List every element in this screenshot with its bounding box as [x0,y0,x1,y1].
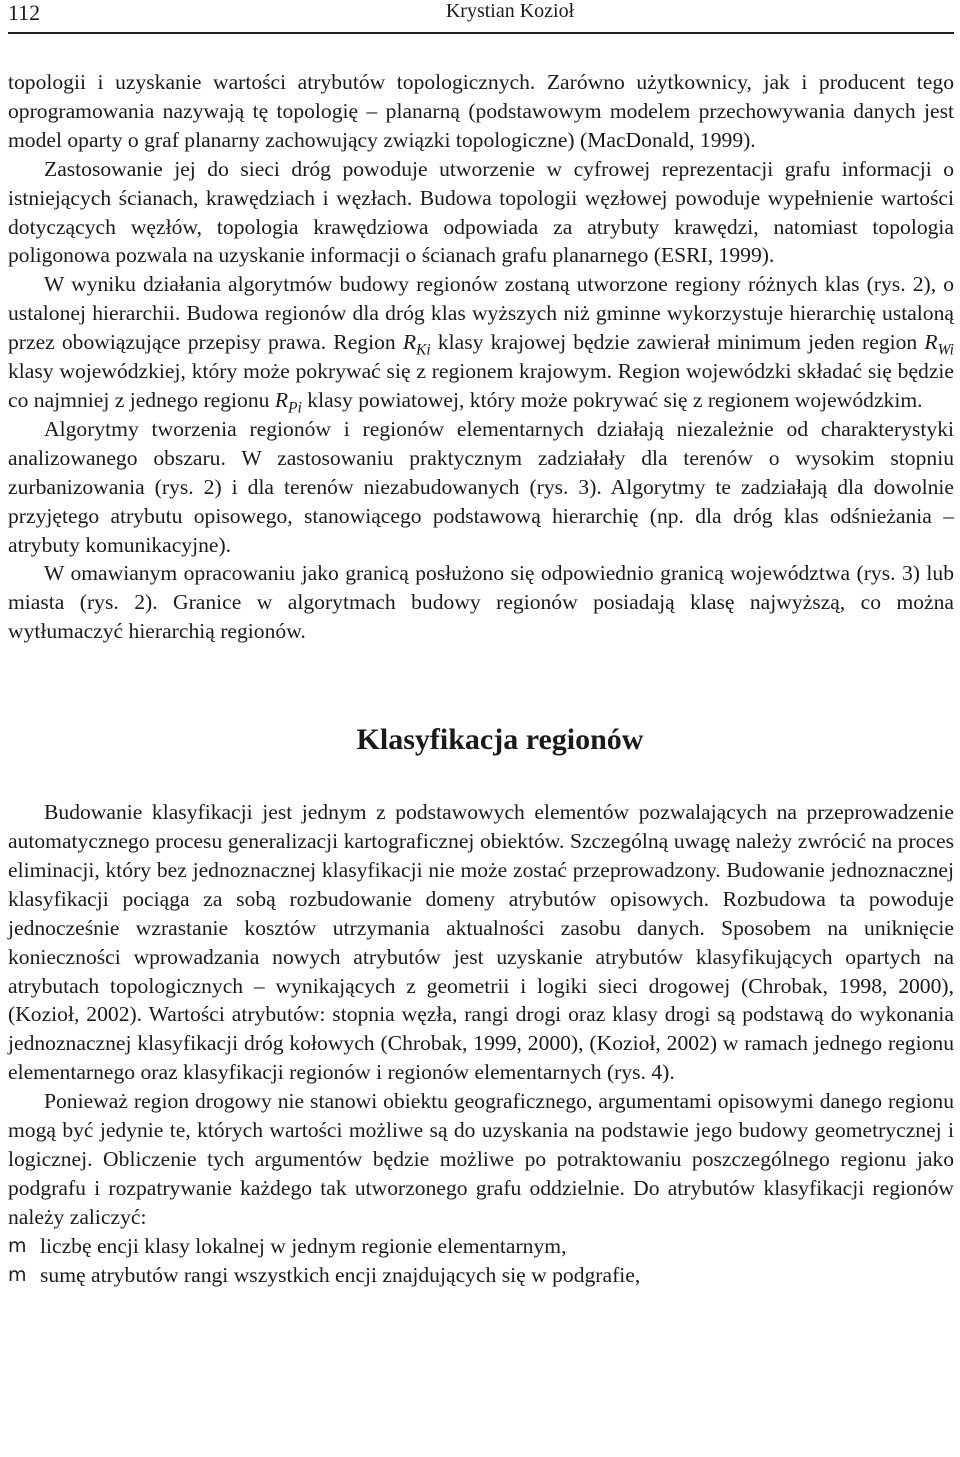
paragraph: Budowanie klasyfikacji jest jednym z podstawowych elementów pozwalających na przeprowadzenie automatycznego procesu generalizacji kartograficznej obiektów. Szczególną uwagę należy zwrócić na proces eliminacji, który bez jednoznacznej klasyfikacji nie może zostać przeprowadzony. Budowanie jednoznacznej klasyfikacji pociąga za sobą rozbudowanie domeny atrybutów opisowych. Rozbudowa ta powoduje jednocześnie wzrastanie kosztów utrzymania aktualności zasobu danych. Sposobem na uniknięcie konieczności wprowadzania nowych atrybutów jest uzyskanie atrybutów klasyfikujących opartych na atrybutach topologicznych – wynikających z geometrii i logiki sieci drogowej (Chrobak, 1998, 2000), (Kozioł, 2002). Wartości atrybutów: stopnia węzła, rangi drogi oraz klasy drogi są podstawą do wykonania jednoznacznej klasyfikacji dróg kołowych (Chrobak, 1999, 2000), (Kozioł, 2002) w ramach jednego regionu elementarnego oraz klasyfikacji regionów i regionów elementarnych (rys. 4). [8,800,954,1085]
paragraph: W omawianym opracowaniu jako granicą posłużono się odpowiednio granicą województwa (rys. 3) lub miasta (rys. 2). Granice w algorytmach budowy regionów posiadają klasę najwyższą, co można wytłumaczyć hierarchią regionów. [8,561,954,644]
paragraph: Ponieważ region drogowy nie stanowi obiektu geograficznego, argumentami opisowymi danego regionu mogą być jedynie te, których wartości możliwe są do uzyskania na podstawie jego budowy geometrycznej i logicznej. Obliczenie tych argumentów będzie możliwe po potraktowaniu poszczególnego regionu jako podgrafu i rozpatrywanie każdego tak utworzonego grafu oddzielnie. Do atrybutów klasyfikacji regionów należy zaliczyć: [8,1089,954,1229]
list-item [8,1261,954,1290]
bullet-icon: m [8,1234,27,1257]
list-item-text: liczbę encji klasy lokalnej w jednym regionie elementarnym, [40,1233,567,1258]
page-number: 112 [8,0,41,25]
region-symbol: R [402,330,417,355]
region-subscript: Ki [416,341,431,359]
region-symbol: R [274,387,289,412]
text-run: klasy wojewódzkiej, który może pokrywać się z regionem krajowym. Region wojewódzki składać się będzie co najmniej z jednego regionu [8,359,954,412]
region-subscript: Wi [937,341,954,359]
region-symbol: R [924,330,938,355]
paragraph-regions [8,270,954,415]
body-text [8,68,954,1290]
text-run: W wyniku działania algorytmów budowy regionów zostaną utworzone regiony różnych klas (rys. 2), o ustalonej hierarchii. Budowa regionów dla dróg klas wyższych niż gminne wykorzystuje hierarchię ustaloną przez obowiązujące przepisy prawa. Region [8,272,954,355]
list-item-text: sumę atrybutów rangi wszystkich encji znajdujących się w podgrafie, [40,1262,641,1287]
region-subscript: Pi [288,399,302,417]
bullet-icon: m [8,1263,27,1286]
bullet-list [8,1232,954,1290]
text-run: klasy powiatowej, który może pokrywać się z regionem wojewódzkim. [301,387,923,412]
paragraph: Zastosowanie jej do sieci dróg powoduje utworzenie w cyfrowej reprezentacji grafu informacji o istniejących ścianach, krawędziach i węzłach. Budowa topologii węzłowej powoduje wypełnienie wartości dotyczących węzłów, topologia krawędziowa odpowiada za atrybuty krawędzi, natomiast topologia poligonowa pozwala na uzyskanie informacji o ścianach grafu planarnego (ESRI, 1999). [8,156,954,268]
section-heading: Klasyfikacja regionów [356,723,644,757]
running-head-author: Krystian Kozioł [445,0,575,22]
paragraph: Algorytmy tworzenia regionów i regionów elementarnych działają niezależnie od charakterystyki analizowanego obszaru. W zastosowaniu praktycznym zadziałały dla terenów o wysokim stopniu zurbanizowania (rys. 2) i dla terenów niezabudowanych (rys. 3). Algorytmy te zadziałają dla dowolnie przyjętego atrybutu opisowego, stanowiącego podstawową hierarchię (np. dla dróg klas odśnieżania – atrybuty komunikacyjne). [8,416,954,557]
page-header [8,0,954,34]
list-item [8,1232,954,1261]
page [8,0,954,1287]
paragraph: topologii i uzyskanie wartości atrybutów topologicznych. Zarówno użytkownicy, jak i producent tego oprogramowania nazywają tę topologię – planarną (podstawowym modelem przechowywania danych jest model oparty o graf planarny zachowujący związki topologiczne) (MacDonald, 1999). [8,70,954,152]
text-run: klasy krajowej będzie zawierał minimum jeden region [430,330,925,355]
